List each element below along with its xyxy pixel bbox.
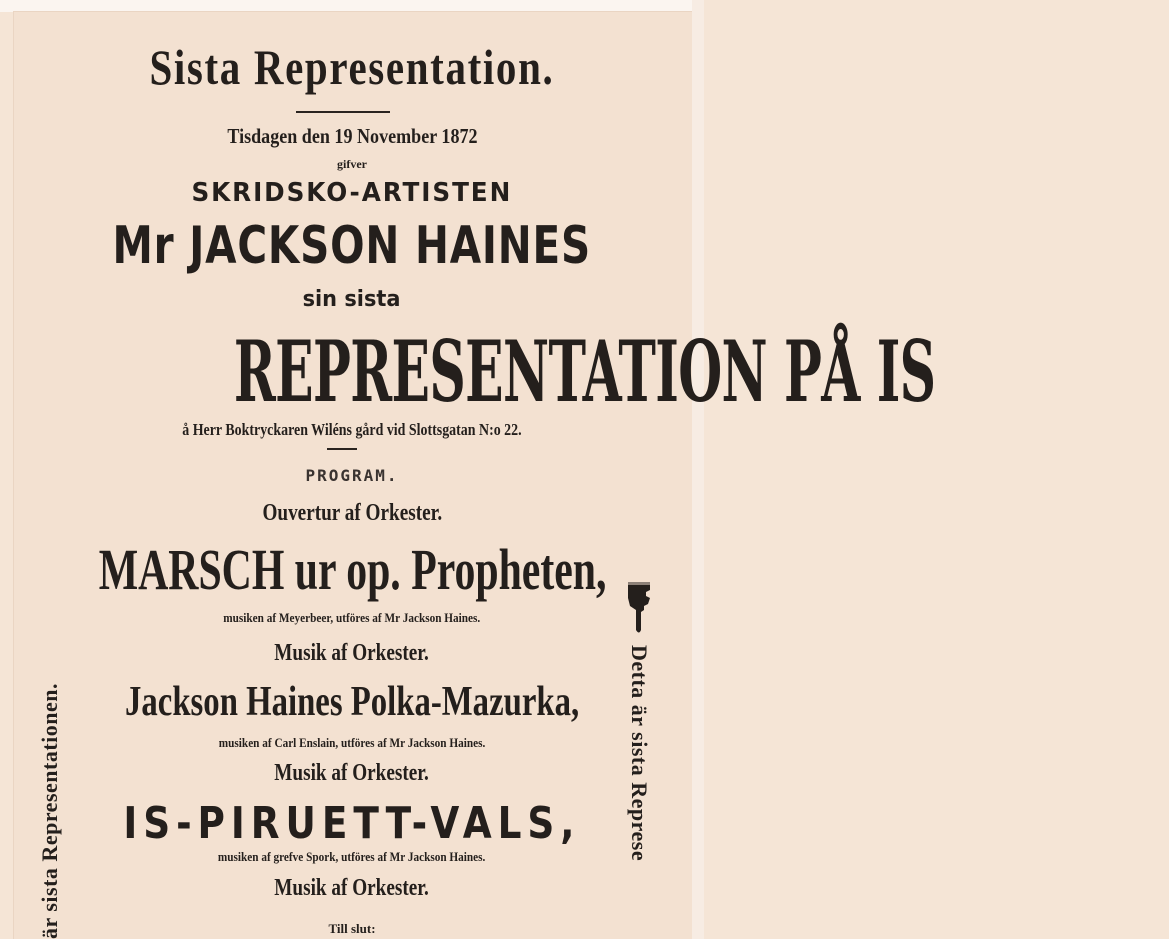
poster-title-row xyxy=(0,38,704,96)
program-item-3: Musik af Orkester. xyxy=(274,760,430,786)
till-slut-text: Till slut: xyxy=(328,921,376,936)
program-item-4-row xyxy=(0,875,704,902)
sin-sista-row xyxy=(0,287,704,312)
artist-title: SKRIDSKO-ARTISTEN xyxy=(191,178,513,208)
program-act-1-title: MARSCH ur op. Propheten, xyxy=(98,537,607,602)
program-item-2-row xyxy=(0,640,704,667)
location-row xyxy=(0,420,704,440)
gifver-row xyxy=(0,155,704,173)
program-item-2: Musik af Orkester. xyxy=(274,640,430,666)
program-label-row xyxy=(0,466,704,486)
program-label: PROGRAM. xyxy=(305,466,399,485)
program-act-3-title: IS-PIRUETT-VALS, xyxy=(123,798,581,849)
program-item-1: Ouvertur af Orkester. xyxy=(262,500,442,526)
poster-title: Sista Representation. xyxy=(149,39,555,95)
date-row xyxy=(0,124,704,149)
artist-name-row xyxy=(0,216,704,276)
program-act-1-note: musiken af Meyerbeer, utföres af Mr Jackson Haines. xyxy=(223,611,481,625)
program-act-3-note: musiken af grefve Spork, utföres af Mr Jackson Haines. xyxy=(218,850,486,864)
program-act-2-row xyxy=(0,678,704,726)
program-item-3-row xyxy=(0,760,704,787)
title-divider xyxy=(296,111,390,113)
main-heading: REPRESENTATION PÅ IS xyxy=(233,322,936,421)
right-margin-text: Detta är sista Represe xyxy=(627,645,652,862)
main-heading-row xyxy=(0,322,936,421)
program-act-3-row xyxy=(0,798,704,849)
photo-background-top xyxy=(0,0,704,12)
gifver-text: gifver xyxy=(337,157,367,171)
artist-name: Mr JACKSON HAINES xyxy=(112,216,592,276)
location-text: å Herr Boktryckaren Wiléns gård vid Slottsgatan N:o 22. xyxy=(182,420,522,439)
left-margin-text: är sista Representationen. xyxy=(37,682,62,939)
program-act-2-note: musiken af Carl Enslain, utföres af Mr Jackson Haines. xyxy=(218,736,486,750)
location-divider xyxy=(327,448,357,450)
program-item-1-row xyxy=(0,500,704,527)
program-item-4: Musik af Orkester. xyxy=(274,875,430,901)
artist-title-row xyxy=(0,178,704,208)
program-act-3-note-row xyxy=(0,848,704,866)
till-slut-row xyxy=(0,920,704,938)
sin-sista-text: sin sista xyxy=(303,287,401,312)
program-act-1-row xyxy=(0,536,704,603)
program-act-2-title: Jackson Haines Polka-Mazurka, xyxy=(124,679,580,725)
program-act-1-note-row xyxy=(0,609,704,627)
date-line: Tisdagen den 19 November 1872 xyxy=(226,124,478,148)
pointing-hand-icon xyxy=(624,580,654,636)
program-act-2-note-row xyxy=(0,734,704,752)
